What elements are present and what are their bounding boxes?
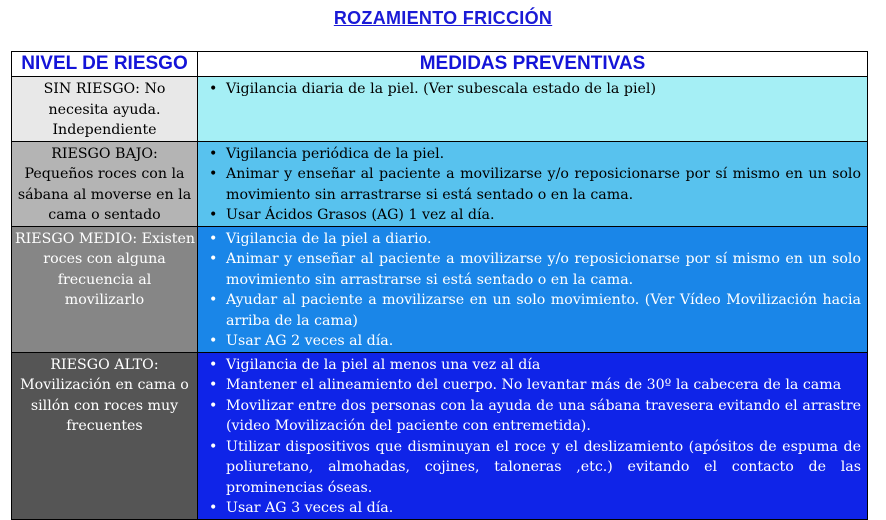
risk-table xyxy=(11,51,868,520)
risk-level-line: Movilización en cama o xyxy=(20,377,189,393)
measure-item xyxy=(202,249,861,290)
measure-text: Mantener el alineamiento del cuerpo. No levantar más de 30º la cabecera de la cama xyxy=(226,377,842,393)
measure-text: Vigilancia diaria de la piel. (Ver subescala estado de la piel) xyxy=(226,81,656,97)
header-medidas-preventivas: MEDIDAS PREVENTIVAS xyxy=(198,52,868,77)
risk-level-line: roces con alguna xyxy=(43,251,166,267)
risk-level-line: RIESGO ALTO: xyxy=(50,356,159,373)
measure-text: Vigilancia de la piel a diario. xyxy=(226,230,432,247)
measure-text: Utilizar dispositivos que disminuyan el roce y el deslizamiento (apósitos de espuma de xyxy=(226,438,861,455)
measure-item xyxy=(202,375,861,396)
measures-list xyxy=(202,355,861,519)
table-row-riesgo-bajo xyxy=(12,141,868,226)
risk-level-cell xyxy=(12,226,198,352)
measure-text: arriba de la cama) xyxy=(226,312,358,329)
measure-item xyxy=(202,229,861,250)
measure-item xyxy=(202,79,861,100)
measure-text: Vigilancia de la piel al menos una vez al día xyxy=(226,356,541,373)
measure-text: movimiento sin arrastrarse si está sentado o en la cama. xyxy=(226,271,634,288)
measures-cell xyxy=(198,141,868,226)
risk-level-line: sábana al moverse en la xyxy=(17,186,192,203)
measure-item xyxy=(202,164,861,205)
risk-level-line: Independiente xyxy=(52,122,157,138)
risk-level-line: necesita ayuda. xyxy=(48,101,161,118)
risk-level-line: frecuentes xyxy=(66,418,143,434)
measure-text: Usar AG 2 veces al día. xyxy=(226,333,394,349)
risk-level-line: sillón con roces muy xyxy=(30,397,179,414)
measures-list xyxy=(202,229,861,352)
measure-text: (video Movilización del paciente con entremetida). xyxy=(226,418,591,434)
risk-level-cell xyxy=(12,77,198,142)
table-row-riesgo-medio xyxy=(12,226,868,352)
measure-item xyxy=(202,437,861,499)
measures-cell xyxy=(198,226,868,352)
measures-cell xyxy=(198,77,868,142)
risk-level-line: Pequeños roces con la xyxy=(24,166,185,182)
measures-list xyxy=(202,79,861,100)
risk-level-line: frecuencia al xyxy=(57,271,152,288)
risk-level-line: RIESGO BAJO: xyxy=(51,145,158,162)
measure-item xyxy=(202,331,861,352)
measures-list xyxy=(202,144,861,226)
document-title: ROZAMIENTO FRICCIÓN xyxy=(333,8,553,28)
measures-cell xyxy=(198,352,868,519)
measure-text: movimiento sin arrastrarse si está sentado o en la cama. xyxy=(226,186,634,203)
risk-level-line: SIN RIESGO: No xyxy=(43,81,166,97)
risk-level-line: movilizarlo xyxy=(64,292,145,308)
measure-text: prominencias óseas. xyxy=(226,479,373,496)
risk-level-line: cama o sentado xyxy=(48,207,161,223)
table-row-riesgo-alto xyxy=(12,352,868,519)
measure-item xyxy=(202,144,861,165)
risk-level-cell xyxy=(12,141,198,226)
measure-text: Animar y enseñar al paciente a movilizarse y/o reposicionarse por sí mismo en un solo xyxy=(226,166,861,182)
measure-item xyxy=(202,396,861,437)
measure-text: Movilizar entre dos personas con la ayuda de una sábana travesera evitando el arrastre xyxy=(226,397,861,414)
table-row-sin-riesgo xyxy=(12,77,868,142)
header-row xyxy=(12,52,868,77)
measure-text: Ayudar al paciente a movilizarse en un solo movimiento. (Ver Vídeo Movilización hacia xyxy=(226,292,861,308)
risk-level-line: RIESGO MEDIO: Existen xyxy=(15,230,196,247)
measure-text: Usar Ácidos Grasos (AG) 1 vez al día. xyxy=(226,207,495,223)
header-nivel-de-riesgo: NIVEL DE RIESGO xyxy=(12,52,198,77)
measure-item xyxy=(202,355,861,376)
measure-text: poliuretano, almohadas, cojines, taloneras ,etc.) evitando el contacto de las xyxy=(226,459,861,475)
measure-item xyxy=(202,205,861,226)
measure-item xyxy=(202,498,861,519)
measure-text: Vigilancia periódica de la piel. xyxy=(226,145,445,162)
measure-text: Animar y enseñar al paciente a movilizarse y/o reposicionarse por sí mismo en un solo xyxy=(226,251,861,267)
measure-text: Usar AG 3 veces al día. xyxy=(226,500,394,516)
risk-level-cell xyxy=(12,352,198,519)
measure-item xyxy=(202,290,861,331)
